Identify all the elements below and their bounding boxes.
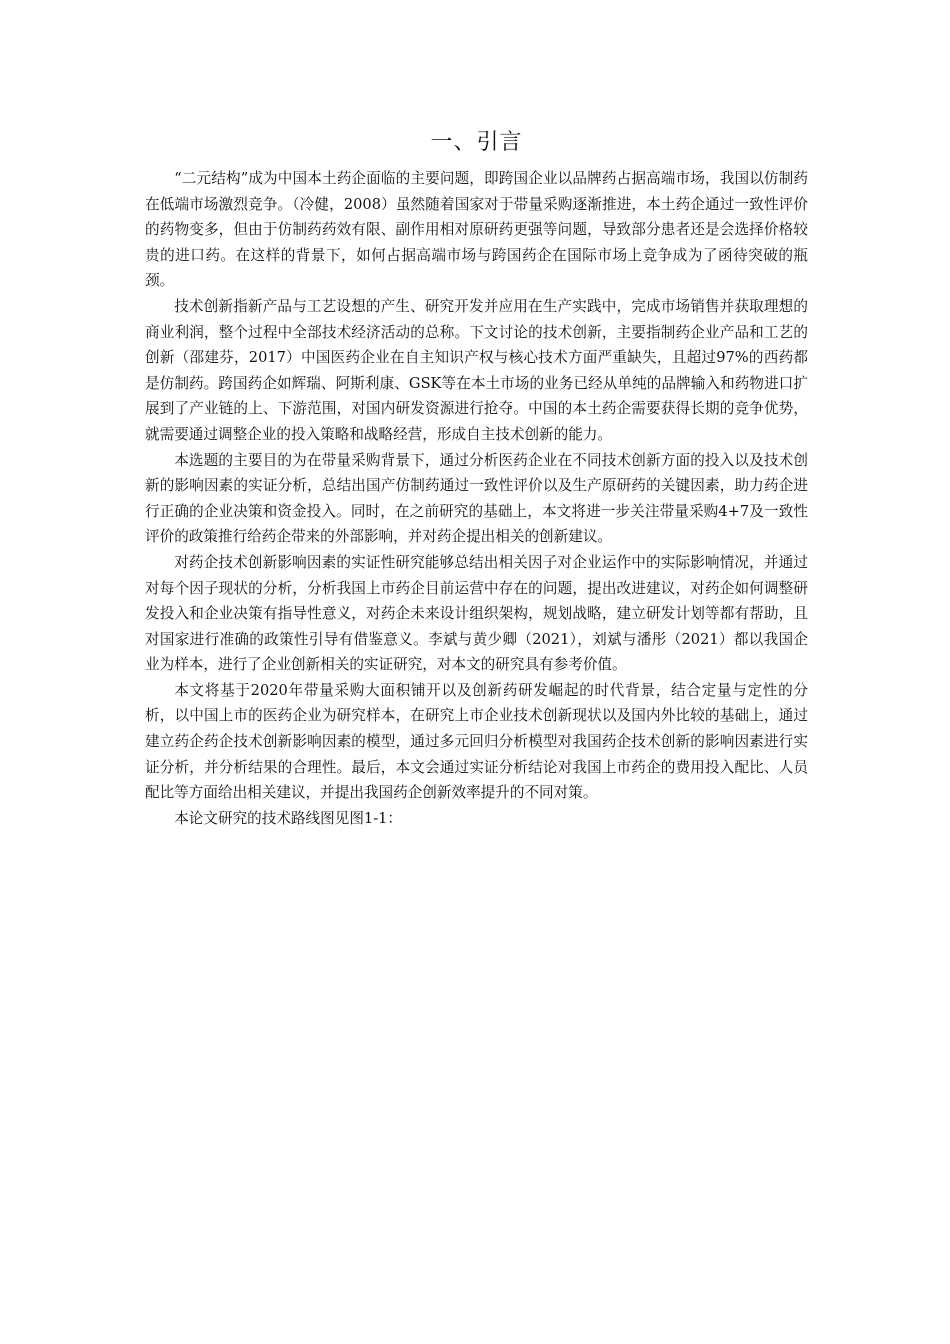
paragraph-research-method: 本文将基于2020年带量采购大面积铺开以及创新药研发崛起的时代背景，结合定量与定性的分析，以中国上市的医药企业为研究样本，在研究上市企业技术创新现状以及国内外比较的基础上，通过建立药企药企技术创新影响因素的模型，通过多元回归分析模型对我国药企技术创新的影响因素进行实证分析，并分析结果的合理性。最后，本文会通过实证分析结论对我国上市药企的费用投入配比、人员配比等方面给出相关建议，并提出我国药企创新效率提升的不同对策。: [145, 681, 808, 802]
paragraph-dual-structure: “二元结构”成为中国本土药企面临的主要问题，即跨国企业以品牌药占据高端市场，我国以仿制药在低端市场激烈竞争。（冷健，2008）虽然随着国家对于带量采购逐渐推进，本土药企通过一致性评价的药物变多，但由于仿制药药效有限、副作用相对原研药更强等问题，导致部分患者还是会选择价格较贵的进口药。在这样的背景下，如何占据高端市场与跨国药企在国际市场上竞争成为了函待突破的瓶颈。: [145, 170, 808, 290]
paragraph-research-significance: 对药企技术创新影响因素的实证性研究能够总结出相关因子对企业运作中的实际影响情况，并通过对每个因子现状的分析，分析我国上市药企目前运营中存在的问题，提出改进建议，对药企如何调整研发投入和企业决策有指导性意义，对药企未来设计组织架构，规划战略，建立研发计划等都有帮助，且对国家进行准确的政策性引导有借鉴意义。李斌与黄少卿（2021），刘斌与潘彤（2021）都以我国企业为样本，进行了企业创新相关的实证研究，对本文的研究具有参考价值。: [145, 553, 808, 674]
document-body: [145, 128, 808, 831]
paragraph-technology-innovation: 技术创新指新产品与工艺设想的产生、研究开发并应用在生产实践中，完成市场销售并获取理想的商业利润，整个过程中全部技术经济活动的总称。下文讨论的技术创新，主要指制药企业产品和工艺的创新（邵建芬，2017）中国医药企业在自主知识产权与核心技术方面严重缺失，且超过97%的西药都是仿制药。跨国药企如辉瑞、阿斯利康、GSK等在本土市场的业务已经从单纯的品牌输入和药物进口扩展到了产业链的上、下游范围，对国内研发资源进行抢夺。中国的本土药企需要获得长期的竞争优势，就需要通过调整企业的投入策略和战略经营，形成自主技术创新的能力。: [145, 297, 808, 443]
section-title: 一、引言: [430, 130, 523, 155]
paragraph-research-purpose: 本选题的主要目的为在带量采购背景下，通过分析医药企业在不同技术创新方面的投入以及技术创新的影响因素的实证分析，总结出国产仿制药通过一致性评价以及生产原研药的关键因素，助力药企进行正确的企业决策和资金投入。同时，在之前研究的基础上，本文将进一步关注带量采购4+7及一致性评价的政策推行给药企带来的外部影响，并对药企提出相关的创新建议。: [145, 451, 808, 546]
paragraph-roadmap-reference: 本论文研究的技术路线图见图1-1：: [174, 809, 403, 827]
